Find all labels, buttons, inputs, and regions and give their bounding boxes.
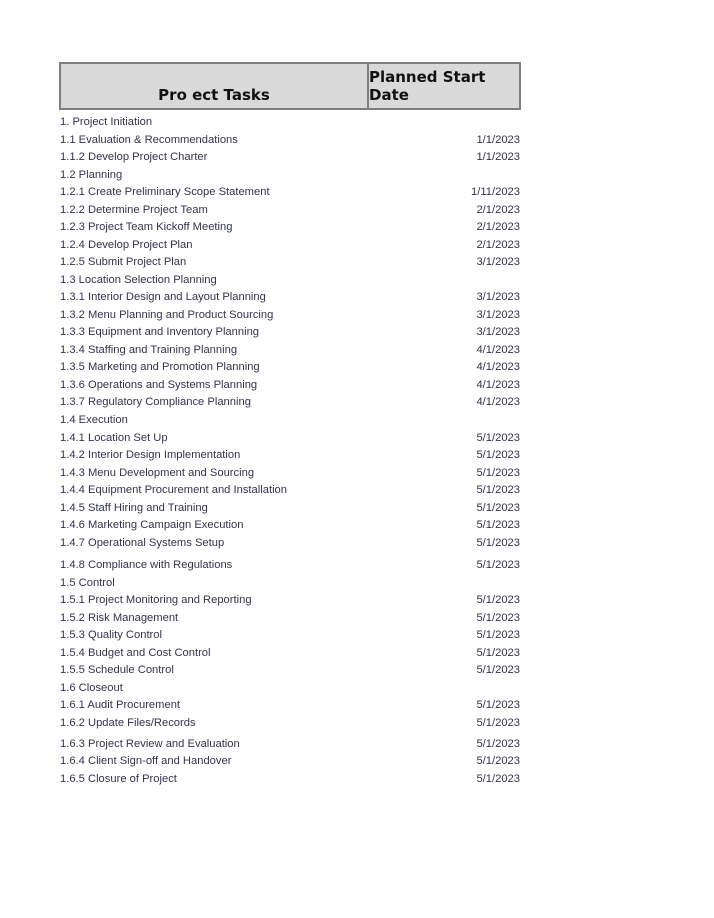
start-date-cell[interactable]: 5/1/2023 xyxy=(476,716,520,729)
header-project-tasks[interactable]: Pro ect Tasks xyxy=(61,64,369,108)
start-date-cell[interactable]: 1/1/2023 xyxy=(476,133,520,146)
start-date-cell[interactable]: 2/1/2023 xyxy=(476,203,520,216)
table-row[interactable] xyxy=(59,696,521,713)
start-date-cell[interactable]: 5/1/2023 xyxy=(476,646,520,659)
task-name-cell[interactable]: 1.2.5 Submit Project Plan xyxy=(60,255,187,268)
table-row[interactable] xyxy=(59,201,521,218)
start-date-cell[interactable]: 5/1/2023 xyxy=(476,772,520,785)
task-name-cell[interactable]: 1.3.7 Regulatory Compliance Planning xyxy=(60,395,251,408)
task-name-cell[interactable]: 1.6.4 Client Sign-off and Handover xyxy=(60,754,232,767)
task-name-cell[interactable]: 1.6 Closeout xyxy=(60,681,123,694)
task-name-cell[interactable]: 1.1 Evaluation & Recommendations xyxy=(60,133,238,146)
start-date-cell[interactable]: 5/1/2023 xyxy=(476,754,520,767)
table-header xyxy=(59,62,521,110)
task-name-cell[interactable]: 1.4.1 Location Set Up xyxy=(60,431,168,444)
task-name-cell[interactable]: 1.5 Control xyxy=(60,576,115,589)
task-name-cell[interactable]: 1.6.2 Update Files/Records xyxy=(60,716,196,729)
table-row[interactable] xyxy=(59,481,521,498)
table-row[interactable] xyxy=(59,166,521,183)
task-name-cell[interactable]: 1.4.3 Menu Development and Sourcing xyxy=(60,466,255,479)
task-name-cell[interactable]: 1.5.3 Quality Control xyxy=(60,628,162,641)
start-date-cell[interactable]: 3/1/2023 xyxy=(476,290,520,303)
table-row[interactable] xyxy=(59,306,521,323)
table-row[interactable] xyxy=(59,770,521,787)
header-planned-start-date[interactable]: Planned Start Date xyxy=(369,68,486,104)
table-row[interactable] xyxy=(59,446,521,463)
task-name-cell[interactable]: 1.4.4 Equipment Procurement and Installation xyxy=(60,483,287,496)
table-row[interactable] xyxy=(59,218,521,235)
start-date-cell[interactable]: 5/1/2023 xyxy=(476,501,520,514)
task-name-cell[interactable]: 1.6.5 Closure of Project xyxy=(60,772,177,785)
table-row[interactable] xyxy=(59,735,521,752)
task-name-cell[interactable]: 1.2.4 Develop Project Plan xyxy=(60,238,193,251)
table-row[interactable] xyxy=(59,516,521,533)
task-name-cell[interactable]: 1.4.6 Marketing Campaign Execution xyxy=(60,518,244,531)
start-date-cell[interactable]: 4/1/2023 xyxy=(476,360,520,373)
table-row[interactable] xyxy=(59,464,521,481)
table-row[interactable] xyxy=(59,661,521,678)
start-date-cell[interactable]: 4/1/2023 xyxy=(476,343,520,356)
start-date-cell[interactable]: 5/1/2023 xyxy=(476,558,520,571)
table-row[interactable] xyxy=(59,591,521,608)
table-row[interactable] xyxy=(59,376,521,393)
start-date-cell[interactable]: 1/11/2023 xyxy=(471,185,520,198)
start-date-cell[interactable]: 1/1/2023 xyxy=(476,150,520,163)
task-name-cell[interactable]: 1.5.4 Budget and Cost Control xyxy=(60,646,211,659)
table-row[interactable] xyxy=(59,236,521,253)
start-date-cell[interactable]: 5/1/2023 xyxy=(476,431,520,444)
task-name-cell[interactable]: 1.3.6 Operations and Systems Planning xyxy=(60,378,258,391)
task-name-cell[interactable]: 1.4.5 Staff Hiring and Training xyxy=(60,501,208,514)
table-row[interactable] xyxy=(59,556,521,573)
start-date-cell[interactable]: 5/1/2023 xyxy=(476,448,520,461)
task-list xyxy=(59,110,521,790)
task-name-cell[interactable]: 1.2.1 Create Preliminary Scope Statement xyxy=(60,185,270,198)
table-row[interactable] xyxy=(59,429,521,446)
task-name-cell[interactable]: 1.4.7 Operational Systems Setup xyxy=(60,536,225,549)
task-name-cell[interactable]: 1.3.5 Marketing and Promotion Planning xyxy=(60,360,260,373)
start-date-cell[interactable]: 5/1/2023 xyxy=(476,698,520,711)
table-row[interactable] xyxy=(59,341,521,358)
task-name-cell[interactable]: 1.6.3 Project Review and Evaluation xyxy=(60,737,240,750)
task-name-cell[interactable]: 1.2 Planning xyxy=(60,168,123,181)
task-name-cell[interactable]: 1.4 Execution xyxy=(60,413,128,426)
task-name-cell[interactable]: 1.3.2 Menu Planning and Product Sourcing xyxy=(60,308,274,321)
project-tasks-sheet xyxy=(59,62,521,790)
table-row[interactable] xyxy=(59,288,521,305)
table-row[interactable] xyxy=(59,499,521,516)
task-name-cell[interactable]: 1.3.3 Equipment and Inventory Planning xyxy=(60,325,260,338)
task-name-cell[interactable]: 1.4.2 Interior Design Implementation xyxy=(60,448,241,461)
table-row[interactable] xyxy=(59,323,521,340)
start-date-cell[interactable]: 5/1/2023 xyxy=(476,611,520,624)
start-date-cell[interactable]: 3/1/2023 xyxy=(476,308,520,321)
start-date-cell[interactable]: 5/1/2023 xyxy=(476,466,520,479)
task-name-cell[interactable]: 1.5.2 Risk Management xyxy=(60,611,179,624)
table-row[interactable] xyxy=(59,393,521,410)
start-date-cell[interactable]: 5/1/2023 xyxy=(476,628,520,641)
start-date-cell[interactable]: 5/1/2023 xyxy=(476,483,520,496)
start-date-cell[interactable]: 5/1/2023 xyxy=(476,536,520,549)
start-date-cell[interactable]: 4/1/2023 xyxy=(476,378,520,391)
task-name-cell[interactable]: 1. Project Initiation xyxy=(60,115,153,128)
task-name-cell[interactable]: 1.5.5 Schedule Control xyxy=(60,663,174,676)
table-row[interactable] xyxy=(59,714,521,731)
task-name-cell[interactable]: 1.6.1 Audit Procurement xyxy=(60,698,181,711)
task-name-cell[interactable]: 1.3.1 Interior Design and Layout Planning xyxy=(60,290,266,303)
table-row[interactable] xyxy=(59,626,521,643)
table-row[interactable] xyxy=(59,534,521,551)
start-date-cell[interactable]: 5/1/2023 xyxy=(476,518,520,531)
table-row[interactable] xyxy=(59,253,521,270)
table-row[interactable] xyxy=(59,358,521,375)
table-row[interactable] xyxy=(59,271,521,288)
table-row[interactable] xyxy=(59,411,521,428)
table-row[interactable] xyxy=(59,113,521,130)
table-row[interactable] xyxy=(59,679,521,696)
table-row[interactable] xyxy=(59,574,521,591)
table-row[interactable] xyxy=(59,644,521,661)
task-name-cell[interactable]: 1.2.3 Project Team Kickoff Meeting xyxy=(60,220,233,233)
start-date-cell[interactable]: 2/1/2023 xyxy=(476,220,520,233)
start-date-cell[interactable]: 5/1/2023 xyxy=(476,593,520,606)
task-name-cell[interactable]: 1.4.8 Compliance with Regulations xyxy=(60,558,233,571)
task-name-cell[interactable]: 1.1.2 Develop Project Charter xyxy=(60,150,208,163)
task-name-cell[interactable]: 1.3.4 Staffing and Training Planning xyxy=(60,343,238,356)
table-row[interactable] xyxy=(59,752,521,769)
table-row[interactable] xyxy=(59,183,521,200)
start-date-cell[interactable]: 4/1/2023 xyxy=(476,395,520,408)
start-date-cell[interactable]: 3/1/2023 xyxy=(476,325,520,338)
task-name-cell[interactable]: 1.3 Location Selection Planning xyxy=(60,273,217,286)
start-date-cell[interactable]: 5/1/2023 xyxy=(476,737,520,750)
task-name-cell[interactable]: 1.2.2 Determine Project Team xyxy=(60,203,208,216)
table-row[interactable] xyxy=(59,131,521,148)
start-date-cell[interactable]: 3/1/2023 xyxy=(476,255,520,268)
table-row[interactable] xyxy=(59,609,521,626)
start-date-cell[interactable]: 5/1/2023 xyxy=(476,663,520,676)
start-date-cell[interactable]: 2/1/2023 xyxy=(476,238,520,251)
table-row[interactable] xyxy=(59,148,521,165)
task-name-cell[interactable]: 1.5.1 Project Monitoring and Reporting xyxy=(60,593,252,606)
